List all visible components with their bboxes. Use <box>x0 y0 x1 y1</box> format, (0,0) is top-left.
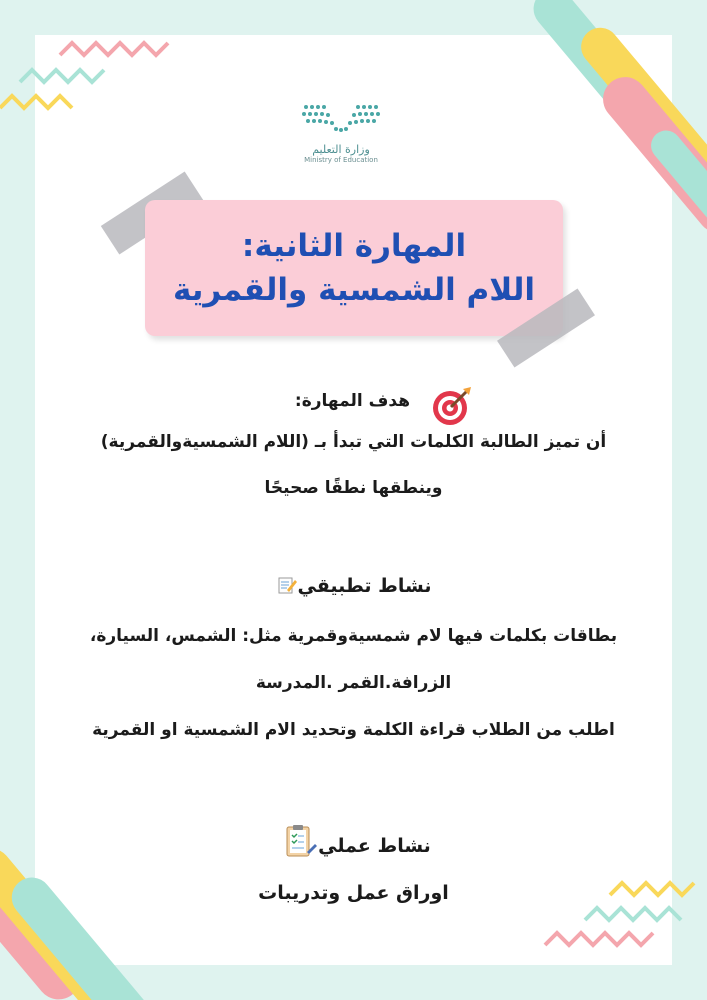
practical-activity-line-1: اوراق عمل وتدريبات <box>258 882 449 904</box>
target-icon <box>430 385 472 427</box>
clipboard-icon <box>280 822 318 860</box>
logo-arabic-text: وزارة التعليم <box>312 143 370 156</box>
applied-activity-line-1: بطاقات بكلمات فيها لام شمسيةوقمرية مثل: الشمس، السيارة، <box>89 626 618 646</box>
logo-dots-icon <box>296 103 386 135</box>
applied-activity-heading-text: نشاط تطبيقي <box>297 575 432 597</box>
goal-heading-row <box>280 385 490 427</box>
title-line-1: المهارة الثانية: <box>241 228 467 264</box>
goal-label: هدف المهارة: <box>294 391 410 411</box>
logo-english-text: Ministry of Education <box>304 156 378 164</box>
practical-activity-heading-text: نشاط عملي <box>318 835 431 857</box>
applied-activity-heading <box>0 575 707 597</box>
goal-line-1: أن تميز الطالبة الكلمات التي تبدأ بـ (اللام الشمسيةوالقمرية) <box>100 432 607 452</box>
goal-line-2: وينطقها نطقًا صحيحًا <box>264 478 443 498</box>
applied-activity-line-2: الزرافة.القمر .المدرسة <box>255 673 452 693</box>
applied-activity-line-3: اطلب من الطلاب قراءة الكلمة وتحديد الام الشمسية او القمرية <box>92 720 615 740</box>
memo-icon <box>277 575 297 595</box>
practical-activity-heading <box>0 822 707 860</box>
title-line-2: اللام الشمسية والقمرية <box>172 272 536 308</box>
ministry-logo <box>296 103 386 165</box>
title-card <box>145 200 563 336</box>
